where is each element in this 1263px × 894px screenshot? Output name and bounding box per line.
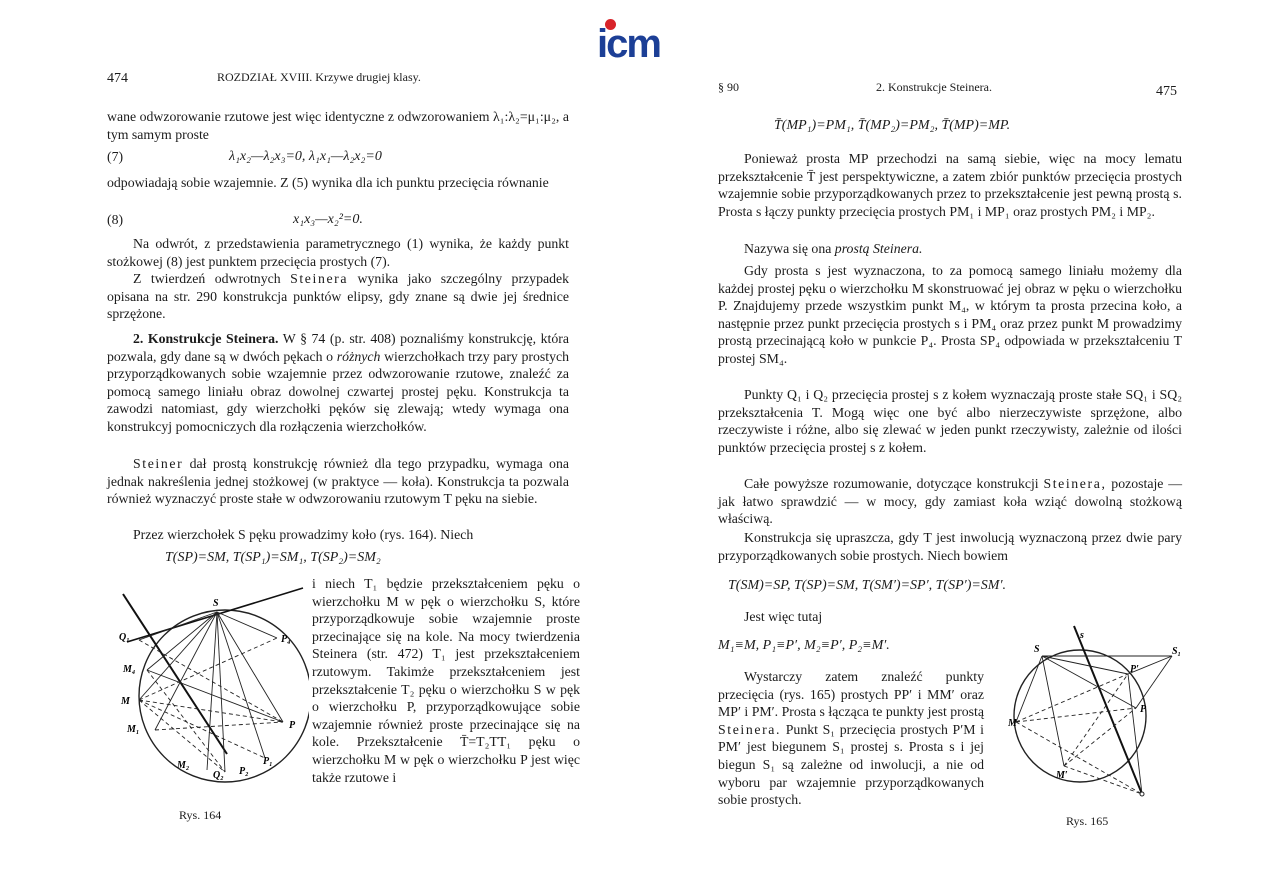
r-p8-text-a: Wystarczy zatem znaleźć punkty przecięcia (rys. 165) prostych PP′ i MM′ oraz MP′ i PM′. Prosta s łącząca te punkty jest prostą: [718, 669, 984, 720]
left-page-number: 474: [107, 71, 128, 86]
left-paragraph-2: odpowiadają sobie wzajemnie. Z (5) wynika dla ich punktu przecięcia równanie: [107, 175, 549, 190]
eq8: x₁x₃—x₂²=0.: [293, 212, 363, 227]
eq7: λ₁x₂—λ₂x₃=0, λ₁x₁—λ₂x₂=0: [229, 149, 382, 164]
fig164-label-M1: M₁: [127, 724, 140, 735]
eq-t-mappings: T(SP)=SM, T(SP₁)=SM₁, T(SP₂)=SM₂: [165, 550, 381, 565]
right-paragraph-8: [718, 668, 984, 809]
p4-text-b: wynika jako szczególny przypadek opisana na str. 290 konstrukcja punktów elipsy, gdy znane są dwie jej średnice sprzężone.: [107, 271, 570, 322]
r-p5-name: Steinera,: [1043, 476, 1107, 491]
fig164-label-P2: P₂: [239, 766, 249, 777]
left-running-head: ROZDZIAŁ XVIII. Krzywe drugiej klasy.: [217, 70, 421, 84]
right-paragraph-5: [718, 475, 1182, 528]
r-p5-text-b: pozostaje — jak łatwo sprawdzić — w mocy, gdy zamiast koła wziąć dowolną stożkową właściwą.: [718, 476, 1182, 527]
p5-emphasis: różnych: [336, 348, 381, 364]
fig165-label-P: P: [1140, 704, 1147, 715]
left-paragraph-7: Przez wierzchołek S pęku prowadzimy koło (rys. 164). Niech: [133, 527, 474, 542]
left-paragraph-3: Na odwrót, z przedstawienia parametrycznego (1) wynika, że każdy punkt stożkowej (8) jest punktem przecięcia prostych (7).: [107, 236, 569, 269]
p2-emphasis: prostą Steinera.: [834, 241, 923, 256]
fig164-label-M: M: [121, 696, 130, 707]
left-paragraph-5: [107, 330, 569, 436]
fig165-label-Pprime: P′: [1130, 664, 1139, 675]
r-p5-text-a: Całe powyższe rozumowanie, dotyczące konstrukcji: [744, 476, 1039, 491]
eq-involution: T(SM)=SP, T(SP)=SM, T(SM′)=SP′, T(SP′)=SM′.: [728, 578, 1007, 593]
left-paragraph-4: [107, 270, 569, 323]
fig165-label-Mprime: M′: [1056, 770, 1068, 781]
fig165-label-S: S: [1034, 644, 1040, 655]
r-p8-text-b: Punkt S₁ przecięcia prostych P′M i PM′ jest biegunem S₁ prostej s. Prosta s i jej biegun S₁ są zależne od inwolucji, a nie od wyboru par wzajemnie przyporządkowanych sobie prostych.: [718, 721, 985, 808]
fig164-caption: Rys. 164: [179, 808, 222, 822]
eq8-label: (8): [107, 212, 124, 227]
fig165-label-s: s: [1080, 630, 1084, 641]
logo-text: icm: [597, 22, 660, 66]
left-paragraph-6: [107, 455, 569, 508]
fig164-solid-lines: [139, 612, 283, 772]
fig165-caption: Rys. 165: [1066, 814, 1109, 828]
right-running-head: 2. Konstrukcje Steinera.: [876, 80, 992, 94]
right-paragraph-2: [718, 240, 1182, 258]
p5-text-b: wierzchołkach trzy pary prostych przyporządkowanych sobie wzajemnie przez odwzorowanie rzutowe, znaleźć za pomocą samego liniału obraz dowolnej czwartej prostej pęku. Konstrukcja ta zawodzi natomiast, gdy wierzchołki pęków się zlewają; wtedy wymaga ona konstrukcyj pomocniczych dla rozłączenia wierzchołków.: [107, 348, 569, 434]
right-section-mark: § 90: [718, 80, 739, 94]
figure-164: [117, 580, 309, 785]
p4-name: Steinera: [290, 271, 349, 286]
section-title: 2. Konstrukcje Steinera.: [133, 331, 279, 346]
p4-text-a: Z twierdzeń odwrotnych: [133, 271, 281, 286]
right-paragraph-1: Ponieważ prosta MP przechodzi na samą siebie, więc na mocy lematu przekształcenie T̄ jest perspektywiczne, a zatem zbiór punktów przecięcia prostych wzajemnie sobie przyporządkowanych przez to przekształcenie jest pewną prostą s. Prosta s łączy punkty przecięcia prostych PM₁ i MP₁ oraz prostych PM₂ i MP₂.: [718, 151, 1182, 219]
icm-logo: [597, 22, 677, 66]
fig164-label-M4: M₄: [123, 664, 136, 675]
eq7-label: (7): [107, 149, 124, 164]
right-paragraph-6: Konstrukcja się upraszcza, gdy T jest inwolucją wyznaczoną przez dwie pary przyporządkowanych sobie prostych. Niech bowiem: [718, 530, 1182, 563]
fig165-point-marker: [1140, 792, 1144, 796]
fig164-label-P4: P₄: [281, 634, 291, 645]
fig164-label-S: S: [213, 598, 219, 609]
fig164-label-Q1: Q₁: [119, 632, 130, 643]
right-paragraph-3: Gdy prosta s jest wyznaczona, to za pomocą samego liniału możemy dla każdej prostej pęku o wierzchołku M skonstruować jej obraz w pęku o wierzchołku P. Znajdujemy przede wszystkim punkt M₄, w którym ta prosta przecina koło, a następnie przez punkt przecięcia prostych s i PM₄ oraz przez punkt M prowadzimy prostą przecinającą koło w punkcie P₄. Prosta SP₄ odpowiada w przekształceniu T prostej SM₄.: [718, 263, 1182, 366]
fig164-label-P1: P₁: [263, 756, 273, 767]
p6-text: dał prostą konstrukcję również dla tego przypadku, wymaga ona jednak nakreślenia jednej stożkowej (w praktyce — koła). Konstrukcja ta pozwala również wyznaczyć proste stałe w odwzorowaniu rzutowym T pęku na siebie.: [107, 456, 569, 507]
p5-text-a: W § 74 (p. str. 408) poznaliśmy konstrukcję, która pozwala, gdy dane są w dwóch pękach o: [107, 331, 569, 364]
r-p8-name: Steinera.: [718, 721, 782, 737]
left-paragraph-8: i niech T₁ będzie przekształceniem pęku o wierzchołku M w pęk o wierzchołku S, które przyporządkowuje sobie wzajemnie proste przecinające się na kole. Na mocy twierdzenia Steinera (str. 472) T₁ jest przekształceniem rzutowym. Takimże przekształceniem jest przekształcenie T₂ pęku o wierzchołku S w pęk o wierzchołku P, przyporządkowujące sobie wzajemnie również proste przecinające się na kole. Przekształcenie T̄=T₂TT₁ pęku o wierzchołku M w pęk o wierzchołku P jest więc także rzutowe i: [312, 576, 580, 785]
p2-text: Nazywa się ona: [744, 241, 832, 256]
left-paragraph-1: wane odwzorowanie rzutowe jest więc identyczne z odwzorowaniem λ₁:λ₂=μ₁:μ₂, a tym samym proste: [107, 109, 569, 142]
fig165-dashed-lines: [1016, 674, 1142, 794]
fig165-label-S1: S₁: [1172, 646, 1182, 657]
right-paragraph-7: Jest więc tutaj: [744, 609, 823, 624]
p6-name: Steiner: [133, 456, 184, 471]
eq-top: T̄(MP₁)=PM₁, T̄(MP₂)=PM₂, T̄(MP)=MP.: [774, 118, 1011, 133]
right-page-number: 475: [1156, 84, 1177, 99]
fig164-label-P: P: [289, 720, 296, 731]
fig164-label-M2: M₂: [177, 760, 190, 771]
figure-165: [1008, 622, 1186, 810]
eq-identities: M₁≡M, P₁≡P′, M₂≡P′, P₂≡M′.: [718, 638, 890, 653]
fig164-label-Q2: Q₂: [213, 770, 224, 781]
fig165-label-M: M: [1008, 718, 1017, 729]
right-paragraph-4: Punkty Q₁ i Q₂ przecięcia prostej s z kołem wyznaczają proste stałe SQ₁ i SQ₂ przekształcenia T. Mogą więc one być albo nierzeczywiste sprzężone, albo rzeczywiste i różne, albo się zlewać w jeden punkt rzeczywisty, zależnie od ilości punktów przecięcia prostej s z kołem.: [718, 387, 1182, 455]
